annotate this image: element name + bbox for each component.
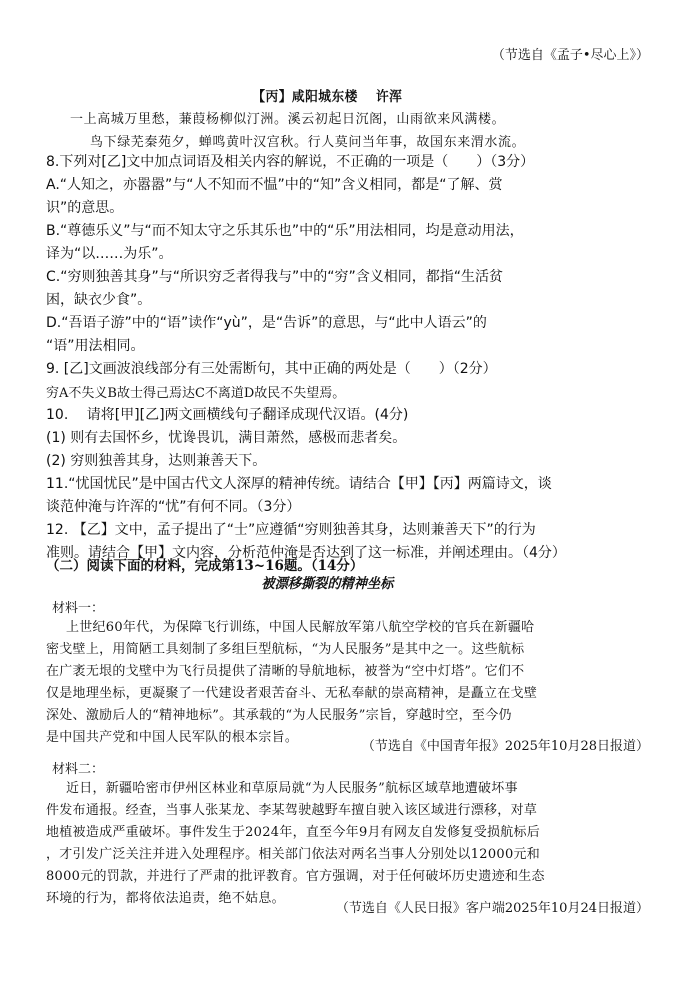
- material-1-line: 深处、激励后人的“精神地标”。其承载的“为人民服务”宗旨，穿越时空，至今仍: [46, 708, 512, 723]
- q8-option-d: D.“吾语子游”中的“语”读作“yù”，是“告诉”的意思，与“此中人语云”的: [46, 315, 487, 331]
- q9-stem: 9. [乙]文画波浪线部分有三处需断句，其中正确的两处是（ ）（2分）: [46, 361, 497, 377]
- poem-title: 【丙】咸阳城东楼 许浑: [252, 89, 403, 105]
- section-2-heading: [46, 554, 363, 574]
- material-2-line: 件发布通报。经查，当事人张某龙、李某驾驶越野车擅自驶入该区域进行漂移，对草: [46, 803, 538, 818]
- material-2-line: 地植被造成严重破坏。事件发生于2024年，直至今年9月有网友自发修复受损航标后: [46, 825, 541, 840]
- source-citation-top: （节选自《孟子•尽心上》）: [491, 48, 649, 63]
- poem-line-2: 鸟下绿芜秦苑夕，蝉鸣黄叶汉宫秋。行人莫问当年事，故国东来渭水流。: [90, 135, 526, 150]
- material-1-line: 上世纪60年代，为保障飞行训练，中国人民解放军第八航空学校的官兵在新疆哈: [65, 620, 535, 635]
- material-1-line: 密戈壁上，用简陋工具刻制了多组巨型航标，“为人民服务”是其中之一。这些航标: [46, 642, 525, 657]
- material-2-line: ，才引发广泛关注并进入处理程序。相关部门依法对两名当事人分别处以12000元和: [46, 847, 541, 862]
- q9-options: 穷A不失义B故士得己焉达C不离道D故民不失望焉。: [46, 386, 346, 401]
- q10-sentence-2: (2) 穷则独善其身，达则兼善天下。: [46, 453, 267, 469]
- article-title: 被漂移撕裂的精神坐标: [261, 576, 394, 592]
- material-2-line: 环境的行为，都将依法追责，绝不姑息。: [46, 891, 285, 906]
- material-2-label: 材料二：: [52, 762, 105, 777]
- material-2-line: 8000元的罚款，并进行了严肃的批评教育。官方强调，对于任何破坏历史遗迹和生态: [46, 869, 545, 884]
- section-2-heading-text: （二）阅读下面的材料，完成第13~16题。（14分）: [46, 558, 364, 574]
- material-1-label: 材料一：: [52, 601, 105, 616]
- q8-option-b-cont: 译为“以……为乐”。: [46, 246, 173, 262]
- q8-option-b: B.“尊德乐义”与“而不知太守之乐其乐也”中的“乐”用法相同，均是意动用法，: [46, 223, 524, 239]
- q8-stem: 8.下列对[乙]文中加点词语及相关内容的解说，不正确的一项是（ ）（3分）: [46, 154, 535, 170]
- material-1-line: 在广袤无垠的戈壁中为飞行员提供了清晰的导航地标，被誉为“空中灯塔”。它们不: [46, 664, 525, 679]
- material-2-line: 近日，新疆哈密市伊州区林业和草原局就“为人民服务”航标区域草地遭破坏事: [65, 781, 518, 796]
- q8-option-c: C.“穷则独善其身”与“所识穷乏者得我与”中的“穷”含义相同，都指“生活贫: [46, 269, 503, 285]
- q12-line-1: 12. 【乙】文中，孟子提出了“士”应遵循“穷则独善其身，达则兼善天下”的行为: [46, 522, 536, 538]
- q8-option-a: A.“人知之，亦嚣嚣”与“人不知而不愠”中的“知”含义相同，都是“了解、赏: [46, 177, 503, 193]
- material-1-body: [46, 617, 656, 749]
- material-1-line: 仅是地理坐标，更凝聚了一代建设者艰苦奋斗、无私奉献的崇高精神，是矗立在戈壁: [46, 686, 538, 701]
- material-2-source: （节选自《人民日报》客户端2025年10月24日报道）: [335, 901, 649, 916]
- q12-line-2: 准则。请结合【甲】文内容，分析范仲淹是否达到了这一标准，并阐述理由。（4分）: [46, 545, 566, 561]
- q8-option-d-cont: “语”用法相同。: [46, 338, 145, 354]
- q11-line-1: 11.“忧国忧民”是中国古代文人深厚的精神传统。请结合【甲】【丙】两篇诗文，谈: [46, 476, 552, 492]
- poem-line-1: 一上高城万里愁，蒹葭杨柳似汀洲。溪云初起日沉阁，山雨欲来风满楼。: [70, 112, 506, 127]
- material-2-body: [46, 778, 656, 910]
- q8-option-c-cont: 困，缺衣少食”。: [46, 292, 152, 308]
- q8-option-a-cont: 识”的意思。: [46, 200, 124, 216]
- q11-line-2: 谈范仲淹与许浑的“忧”有何不同。（3分）: [46, 499, 301, 515]
- material-1-line: 是中国共产党和中国人民军队的根本宗旨。: [46, 730, 299, 745]
- material-1-source: （节选自《中国青年报》2025年10月28日报道）: [361, 739, 649, 754]
- q10-stem: 10. 请将[甲][乙]两文画横线句子翻译成现代汉语。(4分): [46, 407, 409, 423]
- q10-sentence-1: (1) 则有去国怀乡，忧谗畏讥，满目萧然，感极而悲者矣。: [46, 430, 407, 446]
